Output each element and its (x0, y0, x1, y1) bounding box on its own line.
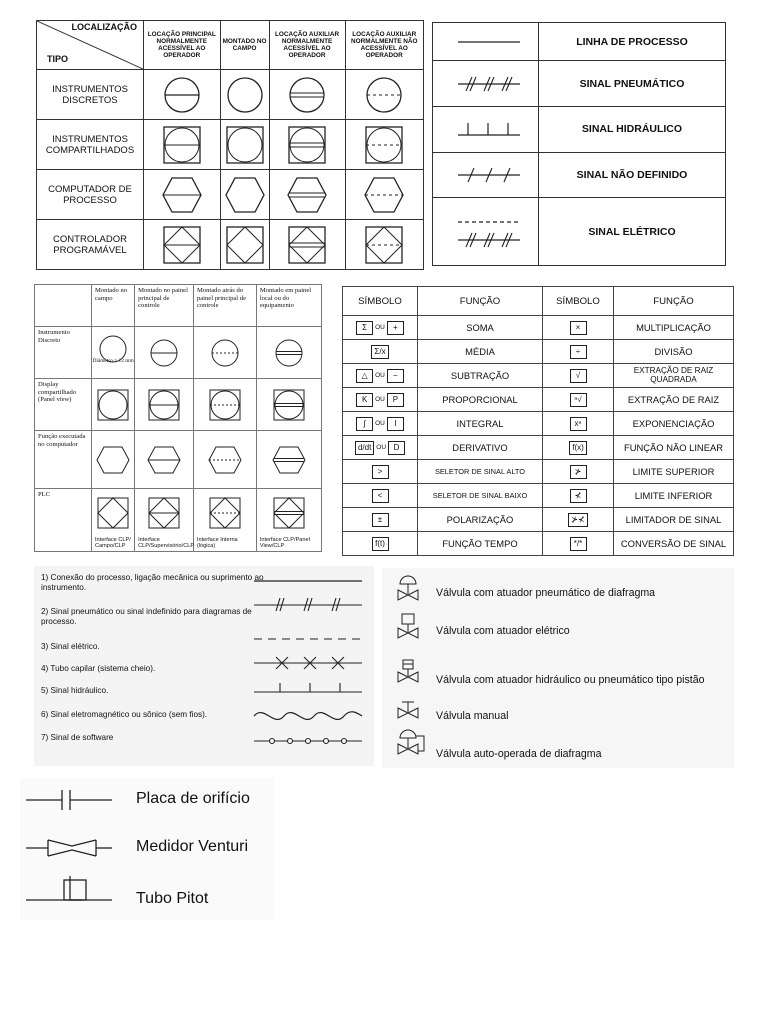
function-symbol-box: f(t) (372, 537, 389, 551)
function-symbol-box: ⊁ (570, 465, 587, 479)
function-symbol-box: ⊀ (570, 489, 587, 503)
col-header-3: LOCAÇÃO AUXILIAR NORMALMENTE ACESSÍVEL AO OPERADOR (269, 21, 345, 70)
row-instrumento-discreto: Instrumento Discreto (35, 327, 92, 379)
label-linha-processo: LINHA DE PROCESSO (539, 23, 726, 61)
function-row (343, 436, 734, 460)
plc-caption-4: Interface CLP/Panel View/CLP (259, 536, 310, 549)
symbol-circle-plain (92, 327, 135, 379)
valve-label-auto-operada: Válvula auto-operada de diafragma (436, 748, 602, 760)
function-name-2: FUNÇÃO NÃO LINEAR (614, 436, 734, 460)
legend-item-7: 7) Sinal de software (41, 733, 114, 742)
signal-lines-table (432, 22, 726, 266)
ou-label: OU (376, 444, 387, 451)
function-symbol-box: K (356, 393, 373, 407)
ou-label: OU (375, 324, 385, 331)
function-name: DERIVATIVO (418, 436, 543, 460)
symbol-cell (343, 340, 418, 364)
row-funcao-computador: Função executada no computador (35, 431, 92, 489)
ou-label: OU (375, 396, 385, 403)
symbol-cell-2 (543, 436, 614, 460)
function-row (343, 364, 734, 388)
symbol-cell-2 (543, 460, 614, 484)
symbol-cell (343, 316, 418, 340)
symbol-cell (343, 388, 418, 412)
symbol-cell (343, 484, 418, 508)
symbol-hexagon (220, 170, 269, 220)
ou-label: OU (375, 372, 385, 379)
legend-item-4: 4) Tubo capilar (sistema cheio). (41, 664, 156, 673)
header-diagonal-cell (37, 21, 144, 70)
symbol-cell-2 (543, 340, 614, 364)
function-symbol-box: √ (570, 369, 587, 383)
valve-label-diafragma: Válvula com atuador pneumático de diafragma (436, 587, 656, 599)
symbol-hexagon-double (269, 170, 345, 220)
function-symbol-box: ∫ (356, 417, 373, 431)
symbol-square-circle-line (135, 379, 194, 431)
function-name: INTEGRAL (418, 412, 543, 436)
row-label-controlador: CONTROLADOR PROGRAMÁVEL (37, 220, 144, 270)
function-name-2: EXTRAÇÃO DE RAIZ (614, 388, 734, 412)
symbol-cell (343, 532, 418, 556)
function-symbol-box: △ (356, 369, 373, 383)
symbol-circle-dashed-line (345, 70, 424, 120)
function-symbol-box: Σ (356, 321, 373, 335)
symbol-plc-4 (256, 489, 321, 552)
function-name: SELETOR DE SINAL BAIXO (418, 484, 543, 508)
hydraulic-signal-symbol (433, 107, 539, 153)
legend-item-3: 3) Sinal elétrico. (41, 642, 100, 651)
legend-item-1: 1) Conexão do processo, ligação mecânica ou suprimento ao instrumento. (41, 573, 264, 592)
symbol-plc-3 (193, 489, 256, 552)
electric-signal-symbol (433, 198, 539, 266)
label-sinal-nao-definido: SINAL NÃO DEFINIDO (539, 152, 726, 198)
plc-caption-1: Interface CLP/ Campo/CLP (95, 536, 131, 549)
function-symbol-box-alt: − (387, 369, 404, 383)
function-symbol-box: Σ/x (371, 345, 388, 359)
col-header-2: MONTADO NO CAMPO (220, 21, 269, 70)
col-montado-campo: Montado no campo (92, 285, 135, 327)
function-symbol-box: d/dt (355, 441, 374, 455)
function-name-2: EXTRAÇÃO DE RAIZ QUADRADA (614, 364, 734, 388)
function-symbol-box: > (372, 465, 389, 479)
display-label: Display compartilhado (Panel view) (38, 381, 77, 404)
function-name: FUNÇÃO TEMPO (418, 532, 543, 556)
header-simbolo-1: SÍMBOLO (343, 287, 418, 316)
function-row (343, 460, 734, 484)
pneumatic-signal-symbol (433, 61, 539, 107)
function-row (343, 532, 734, 556)
legend-item-5: 5) Sinal hidráulico. (41, 686, 109, 695)
empty-header-cell (35, 285, 92, 327)
symbol-cell-2 (543, 412, 614, 436)
flow-label-pitot: Tubo Pitot (136, 890, 209, 907)
header-funcao-2: FUNÇÃO (614, 287, 734, 316)
function-symbol-box: */* (570, 537, 587, 551)
valve-label-manual: Válvula manual (436, 710, 509, 722)
col-painel-local: Montado em painel local ou do equipamento (256, 285, 321, 327)
symbol-circle-dashed (193, 327, 256, 379)
col-header-1: LOCAÇÃO PRINCIPAL NORMALMENTE ACESSÍVEL AO OPERADOR (144, 21, 221, 70)
symbol-square-circle (220, 120, 269, 170)
symbol-diamond-square-double (269, 220, 345, 270)
function-symbol-box: ± (372, 513, 389, 527)
row-label-discretos: INSTRUMENTOS DISCRETOS (37, 70, 144, 120)
symbol-hexagon-double (256, 431, 321, 489)
symbol-cell (343, 436, 418, 460)
flow-element-icons (20, 778, 130, 920)
function-symbol-box: × (570, 321, 587, 335)
function-name-2: EXPONENCIAÇÃO (614, 412, 734, 436)
function-name: MÉDIA (418, 340, 543, 364)
function-symbol-box: ÷ (570, 345, 587, 359)
symbol-square-circle-double (256, 379, 321, 431)
label-sinal-eletrico: SINAL ELÉTRICO (539, 198, 726, 266)
symbol-hexagon-line (135, 431, 194, 489)
function-row (343, 340, 734, 364)
function-symbol-box-alt: P (387, 393, 404, 407)
flow-elements (20, 778, 274, 920)
function-row (343, 484, 734, 508)
symbol-hexagon-dashed (193, 431, 256, 489)
symbol-square-circle-double (269, 120, 345, 170)
legend-item-2: 2) Sinal pneumático ou sinal indefinido para diagramas de processo. (41, 607, 252, 626)
row-plc: PLC (35, 489, 92, 552)
flow-label-venturi: Medidor Venturi (136, 838, 249, 855)
header-simbolo-2: SÍMBOLO (543, 287, 614, 316)
ou-label: OU (375, 420, 385, 427)
label-sinal-pneumatico: SINAL PNEUMÁTICO (539, 61, 726, 107)
function-symbols-table (342, 286, 734, 556)
row-label-compartilhados: INSTRUMENTOS COMPARTILHADOS (37, 120, 144, 170)
function-name-2: MULTIPLICAÇÃO (614, 316, 734, 340)
legend-line-symbols (250, 566, 370, 766)
symbol-cell (343, 412, 418, 436)
row-label-computador: COMPUTADOR DE PROCESSO (37, 170, 144, 220)
symbol-circle-line (135, 327, 194, 379)
function-row (343, 316, 734, 340)
plc-caption-2: Interface CLP/Supervisório/CLP (138, 536, 195, 549)
row-display-compartilhado (35, 379, 92, 431)
symbol-circle-double-line (269, 70, 345, 120)
valve-label-eletrico: Válvula com atuador elétrico (436, 625, 570, 637)
function-symbol-box: < (372, 489, 389, 503)
function-name: POLARIZAÇÃO (418, 508, 543, 532)
flow-label-placa: Placa de orifício (136, 790, 250, 807)
diameter-note: Diâmetro = 12 mm (92, 358, 134, 365)
symbol-circle-plain (220, 70, 269, 120)
symbol-plc-1 (92, 489, 135, 552)
legend-item-6: 6) Sinal eletromagnético ou sônico (sem fios). (41, 710, 208, 719)
function-name-2: LIMITE INFERIOR (614, 484, 734, 508)
symbol-cell-2 (543, 532, 614, 556)
function-symbol-box: f(x) (569, 441, 587, 455)
symbol-cell-2 (543, 484, 614, 508)
valve-icons (386, 568, 430, 768)
function-name-2: DIVISÃO (614, 340, 734, 364)
process-line-symbol (433, 23, 539, 61)
symbol-diamond-square-line (144, 220, 221, 270)
symbol-hexagon (92, 431, 135, 489)
instrument-location-table (36, 20, 424, 270)
symbol-circle-double (256, 327, 321, 379)
header-funcao-1: FUNÇÃO (418, 287, 543, 316)
function-name: SELETOR DE SINAL ALTO (418, 460, 543, 484)
symbol-square-circle-line (144, 120, 221, 170)
symbol-cell-2 (543, 316, 614, 340)
symbol-plc-2 (135, 489, 194, 552)
symbol-cell (343, 460, 418, 484)
plc-caption-3: Interface Interna (lógica) (196, 536, 238, 549)
symbol-cell-2 (543, 508, 614, 532)
symbol-hexagon-dashed (345, 170, 424, 220)
col-header-4: LOCAÇÃO AUXILIAR NORMALMENTE NÃO ACESSÍVEL AO OPERADOR (345, 21, 424, 70)
label-sinal-hidraulico: SINAL HIDRÁULICO (539, 107, 726, 153)
function-symbol-box-alt: + (387, 321, 404, 335)
function-name: SOMA (418, 316, 543, 340)
undefined-signal-symbol (433, 152, 539, 198)
function-row (343, 388, 734, 412)
function-symbol-box: ⊁⊀ (568, 513, 587, 527)
valve-symbols (382, 568, 734, 768)
symbol-cell (343, 364, 418, 388)
symbol-circle-solid-line (144, 70, 221, 120)
function-name-2: LIMITADOR DE SINAL (614, 508, 734, 532)
symbol-diamond-square-dashed (345, 220, 424, 270)
symbol-cell-2 (543, 364, 614, 388)
instrument-mounting-table (34, 284, 322, 552)
symbol-square-circle (92, 379, 135, 431)
symbol-hexagon-line (144, 170, 221, 220)
symbol-square-circle-dashed (345, 120, 424, 170)
function-name: PROPORCIONAL (418, 388, 543, 412)
function-symbol-box: ⁿ√ (570, 393, 587, 407)
signal-line-legend (34, 566, 374, 766)
symbol-square-circle-dashed (193, 379, 256, 431)
function-row (343, 412, 734, 436)
valve-label-pistao: Válvula com atuador hidráulico ou pneumático tipo pistão (436, 674, 705, 686)
col-painel-principal: Montado no painel principal de controle (135, 285, 194, 327)
function-name-2: CONVERSÃO DE SINAL (614, 532, 734, 556)
symbol-cell (343, 508, 418, 532)
function-symbol-box-alt: D (388, 441, 405, 455)
function-row (343, 508, 734, 532)
function-symbol-box-alt: I (387, 417, 404, 431)
symbol-diamond-square (220, 220, 269, 270)
header-tipo: TIPO (47, 54, 69, 64)
symbol-cell-2 (543, 388, 614, 412)
function-name: SUBTRAÇÃO (418, 364, 543, 388)
function-symbol-box: xⁿ (570, 417, 587, 431)
header-localizacao: LOCALIZAÇÃO (71, 22, 137, 32)
function-name-2: LIMITE SUPERIOR (614, 460, 734, 484)
col-atras-painel: Montado atrás do painel principal de controle (193, 285, 256, 327)
